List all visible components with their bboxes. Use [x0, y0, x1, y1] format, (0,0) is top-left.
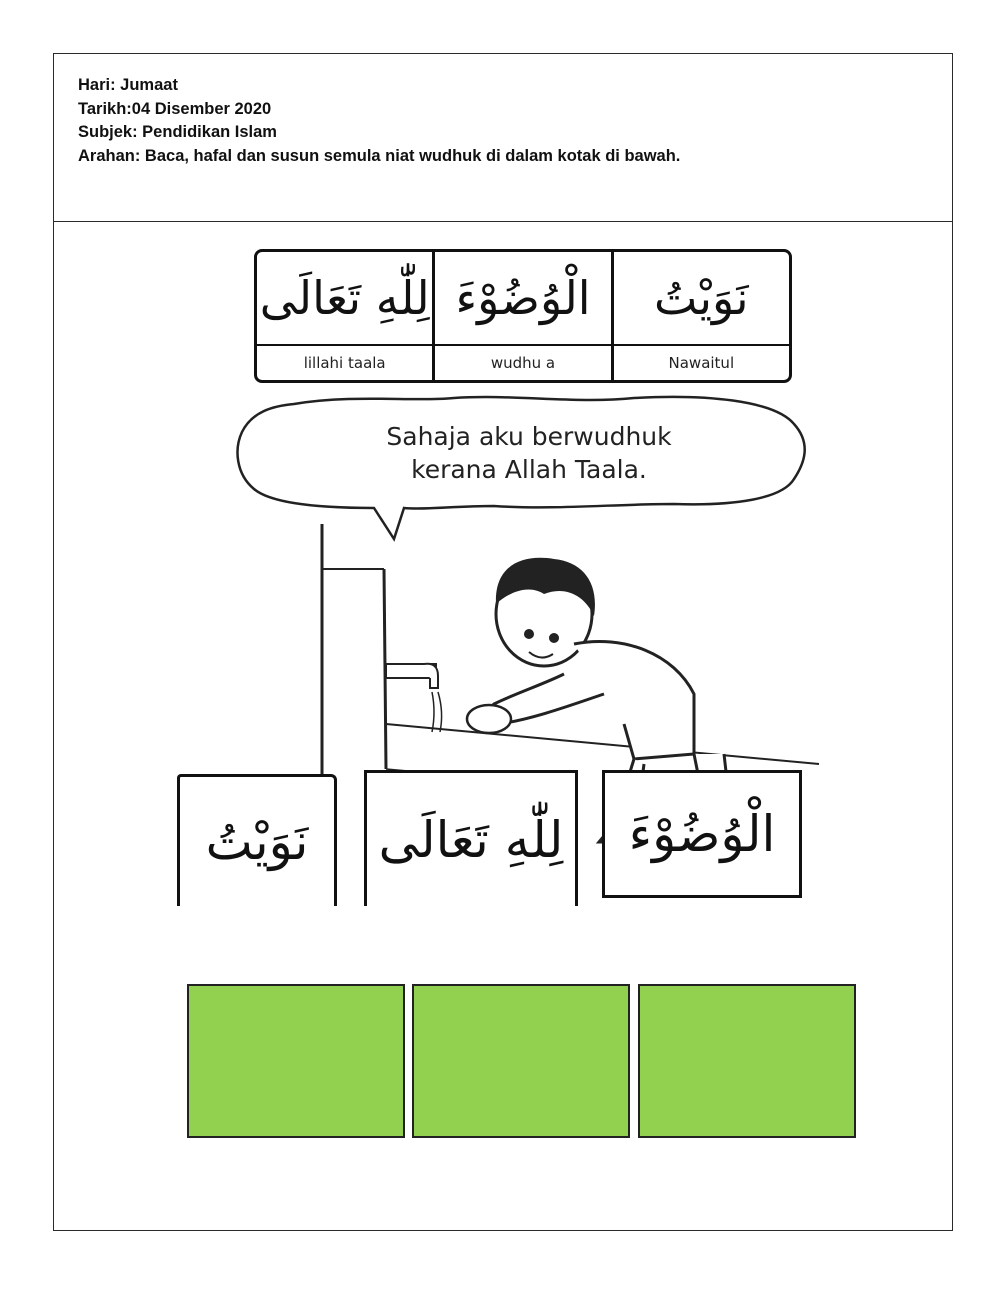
reference-latin: lillahi taala: [257, 344, 432, 380]
instruction-label: Arahan: Baca, hafal dan susun semula niat wudhuk di dalam kotak di bawah.: [78, 147, 681, 165]
word-card-nawaitu[interactable]: نَوَيْتُ: [177, 774, 337, 906]
reference-cell: [611, 252, 789, 380]
answer-drop-zone-3[interactable]: [638, 984, 856, 1138]
speech-bubble-text: [309, 420, 749, 486]
reference-latin: Nawaitul: [614, 344, 789, 380]
reference-arabic: لِلّٰهِ تَعَالَى: [259, 271, 430, 325]
speech-line-2: kerana Allah Taala.: [411, 455, 647, 484]
reference-arabic: الْوُضُوْءَ: [455, 271, 591, 325]
answer-drop-zone-2[interactable]: [412, 984, 630, 1138]
reference-latin: wudhu a: [435, 344, 610, 380]
reference-table: [254, 249, 792, 383]
day-label: Hari: Jumaat: [78, 76, 178, 94]
speech-line-1: Sahaja aku berwudhuk: [386, 422, 672, 451]
reference-cell: [257, 252, 432, 380]
word-card-wudhu[interactable]: الْوُضُوْءَ: [602, 770, 802, 898]
subject-label: Subjek: Pendidikan Islam: [78, 123, 277, 141]
reference-arabic: نَوَيْتُ: [654, 271, 749, 325]
worksheet-header: [54, 54, 952, 222]
answer-drop-zone-1[interactable]: [187, 984, 405, 1138]
reference-cell: [432, 252, 610, 380]
word-card-lillahi-taala[interactable]: لِلّٰهِ تَعَالَى: [364, 770, 578, 906]
date-label: Tarikh:04 Disember 2020: [78, 100, 272, 118]
